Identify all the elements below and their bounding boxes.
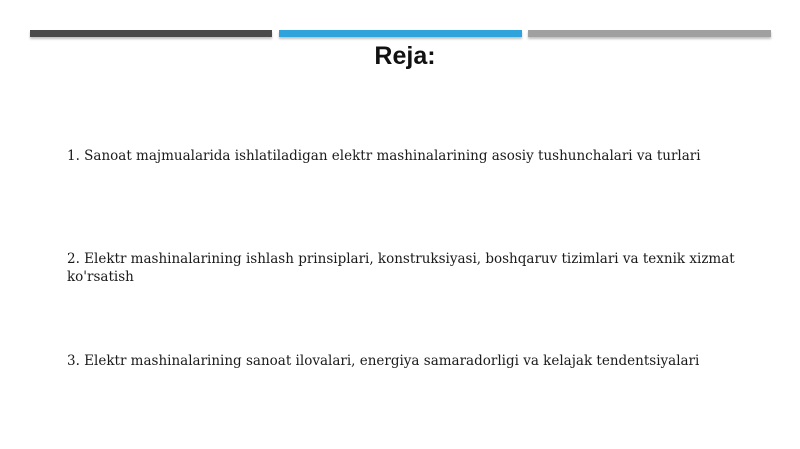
slide-title: Reja: — [374, 42, 436, 70]
header-bar-left — [30, 30, 272, 37]
plan-item-2: 2. Elektr mashinalarining ishlash prinsiplari, konstruksiyasi, boshqaruv tizimlari va texnik xizmat ko'rsatish — [67, 251, 735, 285]
plan-item-1: 1. Sanoat majmualarida ishlatiladigan elektr mashinalarining asosiy tushunchalari va turlari — [67, 148, 701, 164]
header-bar-middle — [279, 30, 522, 37]
plan-item-3: 3. Elektr mashinalarining sanoat ilovalari, energiya samaradorligi va kelajak tendentsiyalari — [67, 353, 700, 369]
header-bar-right — [528, 30, 771, 37]
